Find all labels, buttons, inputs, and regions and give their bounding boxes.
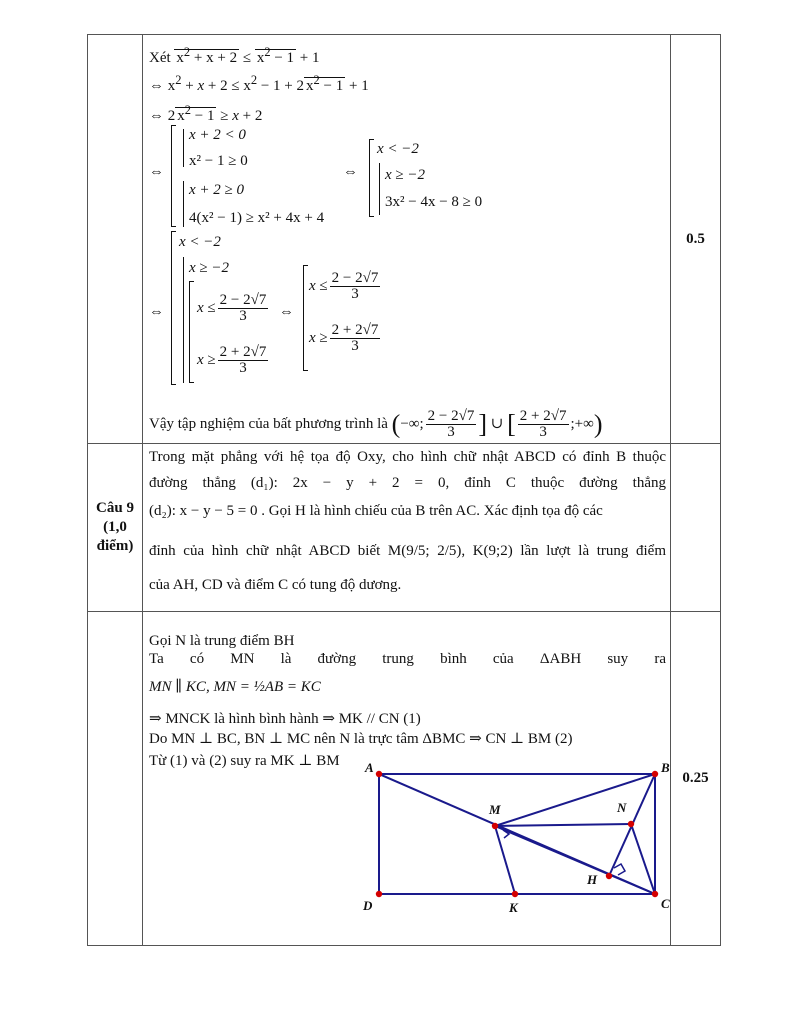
question-points: (1,0 xyxy=(103,519,127,535)
point-B xyxy=(652,771,658,777)
rectangle-figure xyxy=(359,760,679,942)
system-line: x + 2 ≥ 0 xyxy=(189,182,245,198)
system-line: x ≥ −2 xyxy=(385,167,426,183)
system-line: x ≥ $\frac{2 + 2√7}{3}$ xyxy=(197,344,267,376)
question-cell xyxy=(88,612,143,946)
segment-MB xyxy=(495,774,655,826)
point-M xyxy=(492,823,498,829)
segment-NC xyxy=(631,824,655,894)
system-line: x ≤ $\frac{2 - 2√7}{3}$ xyxy=(197,292,267,324)
system-line: x < −2 xyxy=(377,141,419,157)
system-line: x ≤ $\frac{2 - 2√7}{3}$ xyxy=(309,270,379,302)
point-N xyxy=(628,821,634,827)
bracket xyxy=(171,125,176,227)
system-line: x < −2 xyxy=(179,234,221,250)
point-K xyxy=(512,891,518,897)
solution-line: Từ (1) và (2) suy ra MK ⊥ BM xyxy=(149,753,340,769)
segment-MC xyxy=(495,826,655,894)
problem-line: đỉnh của hình chữ nhật ABCD biết M(9/5; 2/5), K(9;2) lần lượt là trung điểm xyxy=(149,543,666,559)
label-D: D xyxy=(363,898,373,913)
segment-MK xyxy=(495,826,515,894)
answer-table xyxy=(87,34,721,946)
problem-line: (d₂): x − y − 5 = 0 . Gọi H là hình chiếu của B trên AC. Xác định tọa độ các xyxy=(149,503,603,519)
point-A xyxy=(376,771,382,777)
problem-cell xyxy=(143,444,671,612)
brace xyxy=(183,129,184,167)
segment-MN xyxy=(495,824,631,826)
system-line: 4(x² − 1) ≥ x² + 4x + 4 xyxy=(189,210,325,226)
step-line: ⇔ 2 $x^2 - 1 \ge x + 2$ xyxy=(149,103,263,124)
brace xyxy=(183,257,184,383)
brace xyxy=(379,163,380,215)
step-line: Xét $x^2 + x + 2 \le x^2 - 1 + 1$ xyxy=(149,45,320,66)
brace xyxy=(183,181,184,227)
system-line: 3x² − 4x − 8 ≥ 0 xyxy=(385,194,483,210)
conclusion-line: Vậy tập nghiệm của bất phương trình là (−∞; $\frac{2 - 2√7}{3}$ ] ∪ [ $\frac{2 + 2√7}{3}$ ;+∞) xyxy=(149,408,603,440)
solution-line: ⇒ MNCK là hình bình hành ⇒ MK // CN (1) xyxy=(149,711,421,727)
score-cell xyxy=(671,444,721,612)
problem-line: của AH, CD và điểm C có tung độ dương. xyxy=(149,577,402,593)
solution-line: Ta có MN là đường trung bình của ΔABH suy ra xyxy=(149,651,666,667)
question-cell xyxy=(88,35,143,444)
label-A: A xyxy=(365,760,374,775)
question-label-cell xyxy=(88,444,143,612)
solution-cell xyxy=(143,612,671,946)
right-angle-mark xyxy=(614,864,625,875)
system-line: x + 2 < 0 xyxy=(189,127,246,143)
step-line: ⇔ $x^2 + x + 2 \le x^2 - 1 + 2$ $x^2 - 1 + 1$ xyxy=(149,73,369,94)
label-M: M xyxy=(489,802,501,817)
table-row xyxy=(88,612,721,946)
bracket xyxy=(171,231,176,385)
question-number: Câu 9 xyxy=(96,500,134,516)
problem-line: Trong mặt phẳng với hệ tọa độ Oxy, cho hình chữ nhật ABCD có đỉnh B thuộc xyxy=(149,449,666,465)
score-cell: 0.25 xyxy=(671,612,721,946)
solution-line: Gọi N là trung điểm BH xyxy=(149,633,295,649)
label-K: K xyxy=(509,900,518,915)
equiv-arrow: ⇔ xyxy=(149,164,164,180)
system-line: x ≥ $\frac{2 + 2√7}{3}$ xyxy=(309,322,379,354)
point-H xyxy=(606,873,612,879)
label-C: C xyxy=(661,896,670,911)
question-points-unit: điểm) xyxy=(96,538,134,554)
label-H: H xyxy=(587,872,598,887)
score-cell: 0.5 xyxy=(671,35,721,444)
table-row xyxy=(88,35,721,444)
point-D xyxy=(376,891,382,897)
solution-cell xyxy=(143,35,671,444)
equiv-arrow: ⇔ xyxy=(343,164,358,180)
equiv-arrow: ⇔ xyxy=(149,304,164,320)
problem-line: đường thẳng (d₁): 2x − y + 2 = 0, đỉnh C thuộc đường thẳng xyxy=(149,475,666,491)
label-N: N xyxy=(617,800,627,815)
bracket xyxy=(303,265,308,371)
equiv-arrow: ⇔ xyxy=(279,304,294,320)
label-B: B xyxy=(661,760,670,775)
bracket xyxy=(369,139,374,217)
point-C xyxy=(652,891,658,897)
table-row xyxy=(88,444,721,612)
system-line: x² − 1 ≥ 0 xyxy=(189,153,248,169)
bracket xyxy=(189,281,194,383)
system-line: x ≥ −2 xyxy=(189,260,230,276)
solution-line: Do MN ⊥ BC, BN ⊥ MC nên N là trực tâm ΔBMC ⇒ CN ⊥ BM (2) xyxy=(149,731,573,747)
solution-line: MN ∥ KC, MN = ½AB = KC xyxy=(149,679,321,695)
